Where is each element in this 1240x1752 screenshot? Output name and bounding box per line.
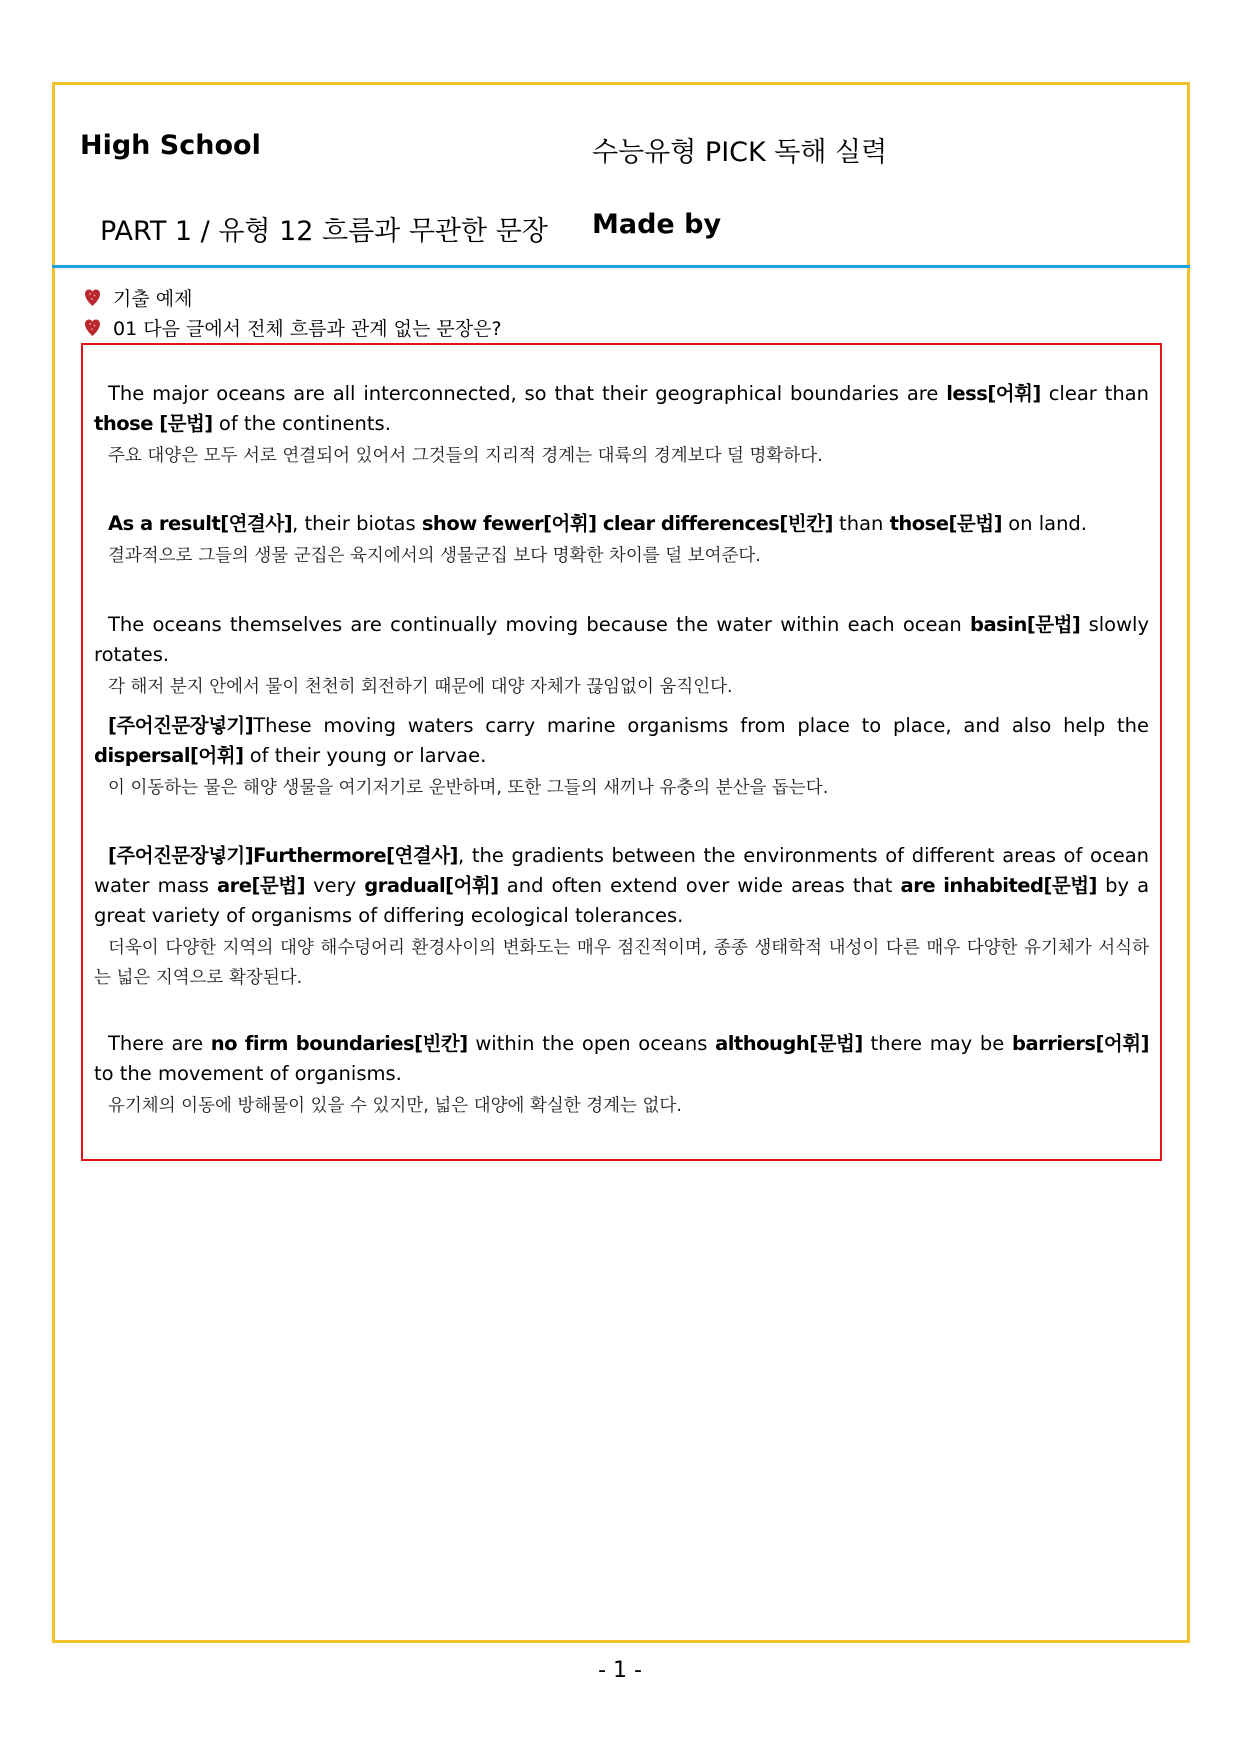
sentence-text: very	[305, 874, 365, 897]
english-sentence	[94, 379, 1149, 439]
sentence-text: slowly rotates.	[94, 613, 1149, 666]
sentence-text: These moving waters carry marine organisms from place to place, and also help the	[253, 714, 1149, 737]
keyword-annotation: are inhabited[문법]	[900, 874, 1097, 897]
passage-paragraph	[94, 841, 1149, 993]
section-label-example	[84, 284, 192, 311]
section-label-question-text: 01 다음 글에서 전체 흐름과 관계 없는 문장은?	[113, 318, 502, 340]
passage-paragraph	[94, 379, 1149, 471]
section-label-example-text: 기출 예제	[113, 288, 193, 310]
header-divider	[52, 265, 1190, 268]
english-sentence	[94, 610, 1149, 670]
keyword-annotation: gradual[어휘]	[364, 874, 499, 897]
strawberry-icon	[84, 318, 101, 337]
keyword-annotation: although[문법]	[715, 1032, 863, 1055]
section-label-question	[84, 314, 502, 341]
sentence-text: there may be	[862, 1032, 1013, 1055]
sentence-text: than	[832, 512, 890, 535]
passage-paragraph	[94, 1029, 1149, 1121]
korean-translation: 결과적으로 그들의 생물 군집은 육지에서의 생물군집 보다 명확한 차이를 덜 보여준다.	[108, 546, 761, 566]
korean-translation: 각 해저 분지 안에서 물이 천천히 회전하기 때문에 대양 자체가 끊임없이 움직인다.	[108, 677, 733, 697]
passage-paragraph	[94, 509, 1149, 571]
korean-translation: 더욱이 다양한 지역의 대양 해수덩어리 환경사이의 변화도는 매우 점진적이며, 종종 생태학적 내성이 다른 매우 다양한 유기체가 서식하는 넓은 지역으로 확장된다.	[94, 938, 1149, 988]
keyword-annotation: those[문법]	[889, 512, 1003, 535]
keyword-annotation: show fewer[어휘] clear differences[빈칸]	[421, 512, 833, 535]
keyword-annotation: [주어진문장넣기]Furthermore[연결사]	[108, 844, 458, 867]
keyword-annotation: those [문법]	[94, 412, 213, 435]
keyword-annotation: basin[문법]	[970, 613, 1081, 636]
sentence-text: on land.	[1002, 512, 1088, 535]
sentence-text: and often extend over wide areas that	[498, 874, 901, 897]
made-by-label: Made by	[592, 209, 722, 240]
keyword-annotation: dispersal[어휘]	[94, 744, 244, 767]
keyword-annotation: no firm boundaries[빈칸]	[210, 1032, 468, 1055]
passage-paragraph	[94, 610, 1149, 702]
sentence-text: by a great variety of organisms of differing ecological tolerances.	[94, 874, 1150, 927]
english-sentence	[94, 841, 1149, 931]
passage-box	[81, 343, 1162, 1161]
page-number: - 1 -	[598, 1658, 642, 1683]
sentence-text: within the open oceans	[467, 1032, 716, 1055]
sentence-text: clear than	[1040, 382, 1149, 405]
sentence-text: to the movement of organisms.	[94, 1062, 402, 1085]
keyword-annotation: [주어진문장넣기]	[108, 714, 254, 737]
sentence-text: The oceans themselves are continually moving because the water within each ocean	[108, 613, 971, 636]
keyword-annotation: less[어휘]	[946, 382, 1041, 405]
keyword-annotation: are[문법]	[217, 874, 305, 897]
english-sentence	[94, 711, 1149, 771]
header-right-title: 수능유형 PICK 독해 실력	[592, 137, 888, 168]
part-label: PART 1 / 유형 12 흐름과 무관한 문장	[100, 216, 548, 247]
sentence-text: There are	[108, 1032, 211, 1055]
sentence-text: of the continents.	[212, 412, 391, 435]
english-sentence	[94, 1029, 1149, 1089]
korean-translation: 주요 대양은 모두 서로 연결되어 있어서 그것들의 지리적 경계는 대륙의 경계보다 덜 명확하다.	[108, 446, 823, 466]
header-left-title: High School	[80, 130, 261, 161]
sentence-text: of their young or larvae.	[243, 744, 487, 767]
sentence-text: , the gradients between the environments of different areas of ocean water mass	[94, 844, 1149, 897]
sentence-text: , their biotas	[292, 512, 422, 535]
english-sentence	[94, 509, 1149, 539]
sentence-text: The major oceans are all interconnected, so that their geographical boundaries are	[108, 382, 947, 405]
korean-translation: 유기체의 이동에 방해물이 있을 수 있지만, 넓은 대양에 확실한 경계는 없다.	[108, 1096, 682, 1116]
keyword-annotation: barriers[어휘]	[1012, 1032, 1149, 1055]
korean-translation: 이 이동하는 물은 해양 생물을 여기저기로 운반하며, 또한 그들의 새끼나 유충의 분산을 돕는다.	[108, 778, 829, 798]
passage-paragraph	[94, 711, 1149, 803]
strawberry-icon	[84, 288, 101, 307]
keyword-annotation: As a result[연결사]	[108, 512, 293, 535]
